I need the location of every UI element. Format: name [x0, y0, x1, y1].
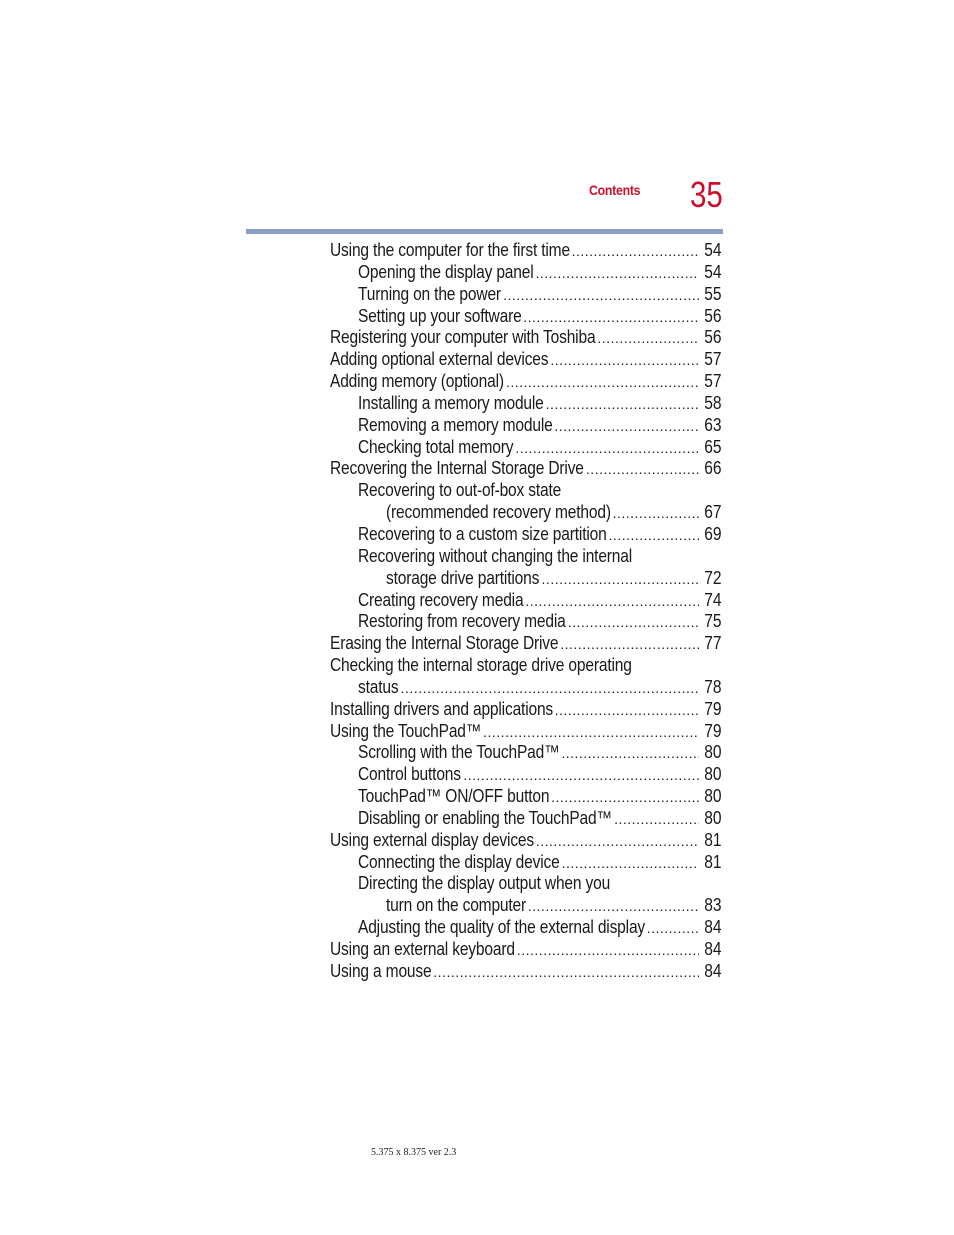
toc-entry-page: 63: [704, 413, 722, 435]
toc-entry[interactable]: [330, 676, 722, 698]
dot-leader: [515, 439, 699, 457]
dot-leader: [568, 613, 700, 631]
toc-entry[interactable]: [330, 436, 722, 458]
toc-entry[interactable]: [330, 829, 722, 851]
toc-entry-page: 65: [704, 435, 722, 457]
dot-leader: [506, 373, 699, 391]
dot-leader: [523, 308, 699, 326]
dot-leader: [609, 526, 700, 544]
dot-leader: [536, 832, 700, 850]
dot-leader: [401, 679, 700, 697]
toc-entry-title: Using a mouse: [330, 959, 432, 981]
dot-leader: [525, 592, 699, 610]
dot-leader: [554, 417, 699, 435]
toc-entry-title: Erasing the Internal Storage Drive: [330, 632, 559, 654]
toc-entry-page: 57: [704, 348, 722, 370]
toc-entry-title: Using the TouchPad™: [330, 719, 482, 741]
toc-entry-page: 80: [704, 785, 722, 807]
toc-entry-title: Opening the display panel: [358, 260, 534, 282]
toc-entry-page: 72: [704, 566, 722, 588]
toc-entry-title: Disabling or enabling the TouchPad™: [358, 806, 612, 828]
dot-leader: [586, 460, 700, 478]
toc-entry-page: 54: [704, 239, 722, 260]
dot-leader: [560, 635, 699, 653]
dot-leader: [597, 329, 699, 347]
section-label: Contents: [589, 182, 641, 198]
toc-entry-page: 80: [704, 806, 722, 828]
toc-entry-title: Setting up your software: [358, 304, 522, 326]
toc-entry-title: Recovering the Internal Storage Drive: [330, 457, 584, 479]
dot-leader: [546, 395, 700, 413]
toc-entry[interactable]: [330, 326, 722, 348]
toc-entry-page: 80: [704, 741, 722, 763]
toc-entry-page: 56: [704, 326, 722, 348]
dot-leader: [483, 723, 699, 741]
toc-entry[interactable]: [330, 414, 722, 436]
toc-entry[interactable]: [330, 370, 722, 392]
toc-entry[interactable]: [330, 479, 722, 501]
toc-entry[interactable]: [330, 348, 722, 370]
toc-entry[interactable]: [330, 283, 722, 305]
toc-entry[interactable]: [330, 741, 722, 763]
toc-entry-page: 80: [704, 763, 722, 785]
footer-trim-note: 5.375 x 8.375 ver 2.3: [371, 1147, 457, 1158]
toc-entry-title: Creating recovery media: [358, 588, 524, 610]
toc-entry-title: Using external display devices: [330, 828, 535, 850]
toc-entry[interactable]: [330, 938, 722, 960]
toc-entry-title: Connecting the display device: [358, 850, 560, 872]
toc-entry-title: turn on the computer: [386, 894, 527, 916]
dot-leader: [503, 286, 699, 304]
dot-leader: [561, 744, 699, 762]
toc-entry-page: 66: [704, 457, 722, 479]
toc-entry-title: Control buttons: [358, 763, 461, 785]
toc-entry-title: status: [358, 675, 399, 697]
toc-entry-title: Scrolling with the TouchPad™: [358, 741, 560, 763]
toc-entry-title: Restoring from recovery media: [358, 610, 566, 632]
toc-entry[interactable]: [330, 763, 722, 785]
toc-entry-title: Recovering to a custom size partition: [358, 522, 607, 544]
dot-leader: [572, 242, 700, 260]
toc-entry[interactable]: [330, 632, 722, 654]
toc-entry[interactable]: [330, 523, 722, 545]
header-rule: [246, 229, 723, 234]
toc-entry-title: (recommended recovery method): [386, 501, 611, 523]
toc-entry[interactable]: [330, 698, 722, 720]
toc-entry-title: Installing a memory module: [358, 391, 544, 413]
toc-entry-title: Directing the display output when you: [358, 872, 611, 894]
toc-entry-page: 58: [704, 391, 722, 413]
toc-entry[interactable]: [330, 239, 722, 261]
toc-entry-title: Installing drivers and applications: [330, 697, 554, 719]
toc-entry-page: 83: [704, 894, 722, 916]
toc-entry-page: 78: [704, 675, 722, 697]
dot-leader: [613, 504, 700, 522]
toc-entry-title: Recovering to out-of-box state: [358, 479, 562, 501]
toc-entry-page: 57: [704, 370, 722, 392]
dot-leader: [542, 570, 700, 588]
dot-leader: [647, 919, 700, 937]
toc-entry[interactable]: [330, 894, 722, 916]
toc-entry-page: 54: [704, 260, 722, 282]
toc-entry-page: 75: [704, 610, 722, 632]
toc-entry-title: Checking the internal storage drive operating: [330, 654, 632, 676]
toc-entry[interactable]: [330, 720, 722, 742]
toc-entry[interactable]: [330, 305, 722, 327]
toc-entry[interactable]: [330, 545, 722, 567]
toc-entry-page: 67: [704, 501, 722, 523]
toc-entry[interactable]: [330, 654, 722, 676]
toc-entry[interactable]: [330, 851, 722, 873]
toc-entry-page: 69: [704, 522, 722, 544]
dot-leader: [463, 766, 699, 784]
toc-entry-page: 84: [704, 938, 722, 959]
toc-entry-page: 81: [704, 850, 722, 872]
toc-entry-title: Using an external keyboard: [330, 938, 515, 959]
dot-leader: [433, 963, 699, 981]
dot-leader: [528, 897, 700, 915]
toc-entry-page: 55: [704, 282, 722, 304]
toc-entry[interactable]: [330, 589, 722, 611]
dot-leader: [535, 264, 699, 282]
toc-entry-title: Registering your computer with Toshiba: [330, 326, 596, 348]
toc-entry-title: Removing a memory module: [358, 413, 553, 435]
toc-entry[interactable]: [330, 610, 722, 632]
toc-entry[interactable]: [330, 807, 722, 829]
toc-entry-title: Turning on the power: [358, 282, 501, 304]
toc-entry-title: Checking total memory: [358, 435, 514, 457]
toc-entry-page: 77: [704, 632, 722, 654]
table-of-contents: [330, 239, 722, 982]
toc-entry-title: storage drive partitions: [386, 566, 540, 588]
toc-entry[interactable]: [330, 960, 722, 982]
toc-entry[interactable]: [330, 916, 722, 938]
dot-leader: [555, 701, 700, 719]
toc-entry-page: 56: [704, 304, 722, 326]
toc-entry-title: Using the computer for the first time: [330, 239, 570, 260]
dot-leader: [562, 854, 700, 872]
toc-entry-title: Adjusting the quality of the external display: [358, 916, 646, 938]
dot-leader: [551, 788, 699, 806]
toc-entry[interactable]: [330, 457, 722, 479]
toc-entry[interactable]: [330, 392, 722, 414]
dot-leader: [614, 810, 699, 828]
toc-entry[interactable]: [330, 872, 722, 894]
toc-entry-title: Recovering without changing the internal: [358, 544, 633, 566]
toc-entry-page: 81: [704, 828, 722, 850]
toc-entry-title: Adding memory (optional): [330, 370, 504, 392]
toc-entry-page: 79: [704, 719, 722, 741]
toc-entry-page: 79: [704, 697, 722, 719]
toc-entry-page: 84: [704, 959, 722, 981]
toc-entry[interactable]: [330, 785, 722, 807]
toc-entry-title: TouchPad™ ON/OFF button: [358, 785, 550, 807]
dot-leader: [517, 941, 700, 959]
toc-entry[interactable]: [330, 261, 722, 283]
toc-entry-page: 84: [704, 916, 722, 938]
toc-entry-title: Adding optional external devices: [330, 348, 549, 370]
toc-entry[interactable]: [330, 567, 722, 589]
page-number: 35: [690, 174, 723, 215]
toc-entry[interactable]: [330, 501, 722, 523]
dot-leader: [550, 351, 699, 369]
toc-entry-page: 74: [704, 588, 722, 610]
